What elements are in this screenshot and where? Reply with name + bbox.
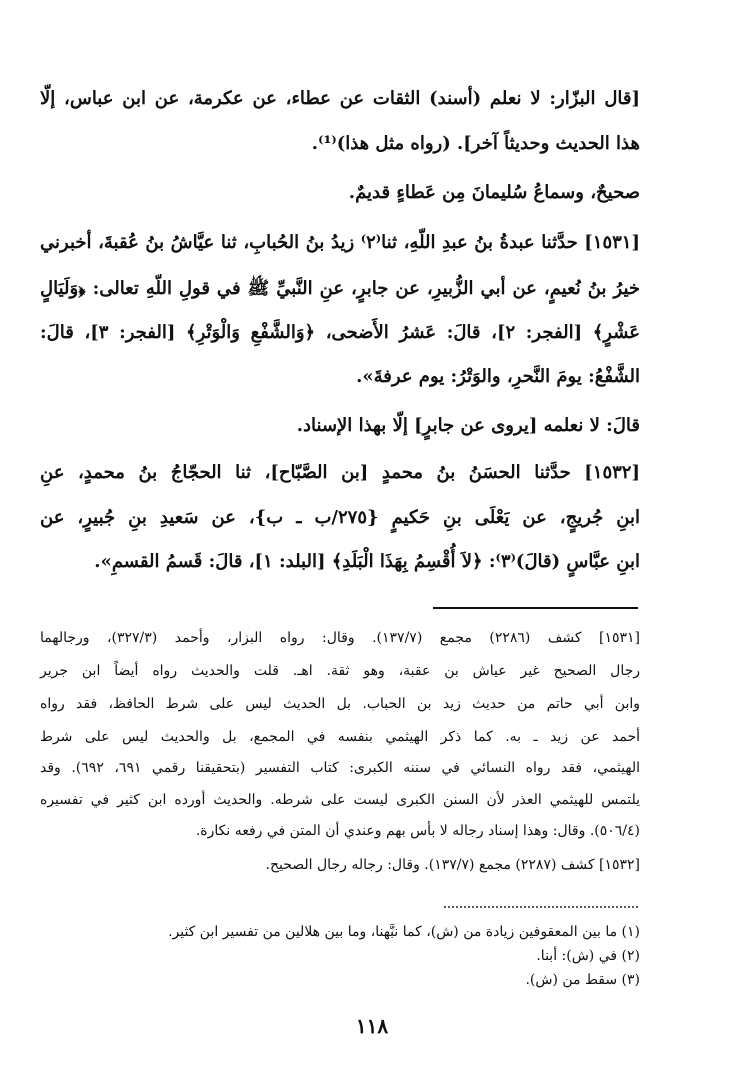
main-text-line: ابنِ جُريجٍ، عن يَعْلَى بنِ حَكيمٍ {٢٧٥/ب ـ ب}، عن سَعيدِ بنِ جُبيرٍ، عن (40, 507, 640, 528)
commentary-line: [١٥٣٢] كشف (٢٢٨٧) مجمع (١٣٧/٧). وقال: رجاله رجال الصحيح. (265, 857, 640, 873)
commentary-line: يلتمس للهيثمي العذر لأن السنن الكبرى ليست على شرطه. والحديث أورده ابن كثير في تفسيره (40, 792, 640, 808)
separator-rule (433, 607, 638, 609)
main-text-line: [١٥٣٢] حدَّثنا الحسَنُ بنُ محمدٍ [بن الصَّبّاح]، ثنا الحجّاجُ بنُ محمدٍ، عنِ (40, 462, 640, 483)
commentary-line: رجال الصحيح غير عياش بن عقبة، وهو ثقة. اهـ. قلت والحديث رواه أيضاً ابن جرير (40, 663, 640, 679)
commentary-line: [١٥٣١] كشف (٢٢٨٦) مجمع (١٣٧/٧). وقال: رواه البزار، وأحمد (٣٢٧/٣)، ورجالهما (40, 630, 640, 646)
main-text-line: عَشْرٍ﴾ [الفجر: ٢]، قالَ: عَشرُ الأَضحى، ﴿وَالشَّفْعِ وَالْوَتْرِ﴾ [الفجر: ٣]، قالَ: (40, 322, 641, 343)
main-text-line: [١٥٣١] حدَّثنا عبدةُ بنُ عبدِ اللّهِ، ثنا⁽٢⁾ زيدُ بنُ الحُبابِ، ثنا عيَّاشُ بنُ عُقبةَ، أخبرني (40, 232, 640, 253)
page-number: ١١٨ (355, 1014, 389, 1038)
main-text-line: [قال البزّار: لا نعلم (أسند) الثقات عن عطاء، عن عكرمة، عن ابن عباس، إلّا (40, 88, 640, 109)
main-text-line: صحيحٌ، وسماعُ سُليمانَ مِن عَطاءٍ قديمٌ. (348, 182, 640, 203)
footnote-separator (444, 906, 638, 908)
footnote-line: (١) ما بين المعقوفين زيادة من (ش)، كما نبَّهنا، وما بين هلالين من تفسير ابن كثير. (168, 924, 640, 940)
footnote-line: (٢) في (ش): أبنا. (536, 948, 640, 964)
commentary-line: الهيثمي، فقد رواه النسائي في سننه الكبرى: كتاب التفسير (بتحقيقنا رقمي ٦٩١، ٦٩٢). وقد (40, 760, 641, 776)
main-text-line: هذا الحديث وحديثاً آخر]. (رواه مثل هذا)⁽¹⁾. (311, 133, 640, 154)
main-text-line: خيرُ بنُ نُعيمٍ، عن أبي الزُّبيرِ، عن جابرٍ، عنِ النَّبيِّ ﷺ في قولِ اللّهِ تعالى: ﴿وَلَيَالٍ (40, 278, 641, 299)
main-text-line: الشَّفْعُ: يومَ النَّحرِ، والوَتْرُ: يوم عرفةَ». (356, 366, 640, 387)
commentary-line: وابن أبي حاتم من حديث زيد بن الحباب. بل الحديث ليس على شرط الحافظ، فقد رواه (40, 696, 640, 712)
commentary-line: (٥٠٦/٤). وقال: وهذا إسناد رجاله لا بأس بهم وعندي أن المتن في رفعه نكارة. (195, 823, 640, 839)
main-text-line: قالَ: لا نعلمه [يروى عن جابرٍ] إلّا بهذا الإسناد. (296, 415, 640, 436)
footnote-line: (٣) سقط من (ش). (525, 972, 640, 988)
commentary-line: أحمد عن زيد ـ به. كما ذكر الهيثمي بنفسه في المجمع، بل والحديث ليس على شرط (40, 729, 640, 745)
main-text-line: ابنِ عبَّاسٍ (قالَ)⁽٣⁾: ﴿لاَ أُقْسِمُ بِهَذَا الْبَلَدِ﴾ [البلد: ١]، قالَ: قَسمُ القسمِ». (94, 551, 640, 572)
